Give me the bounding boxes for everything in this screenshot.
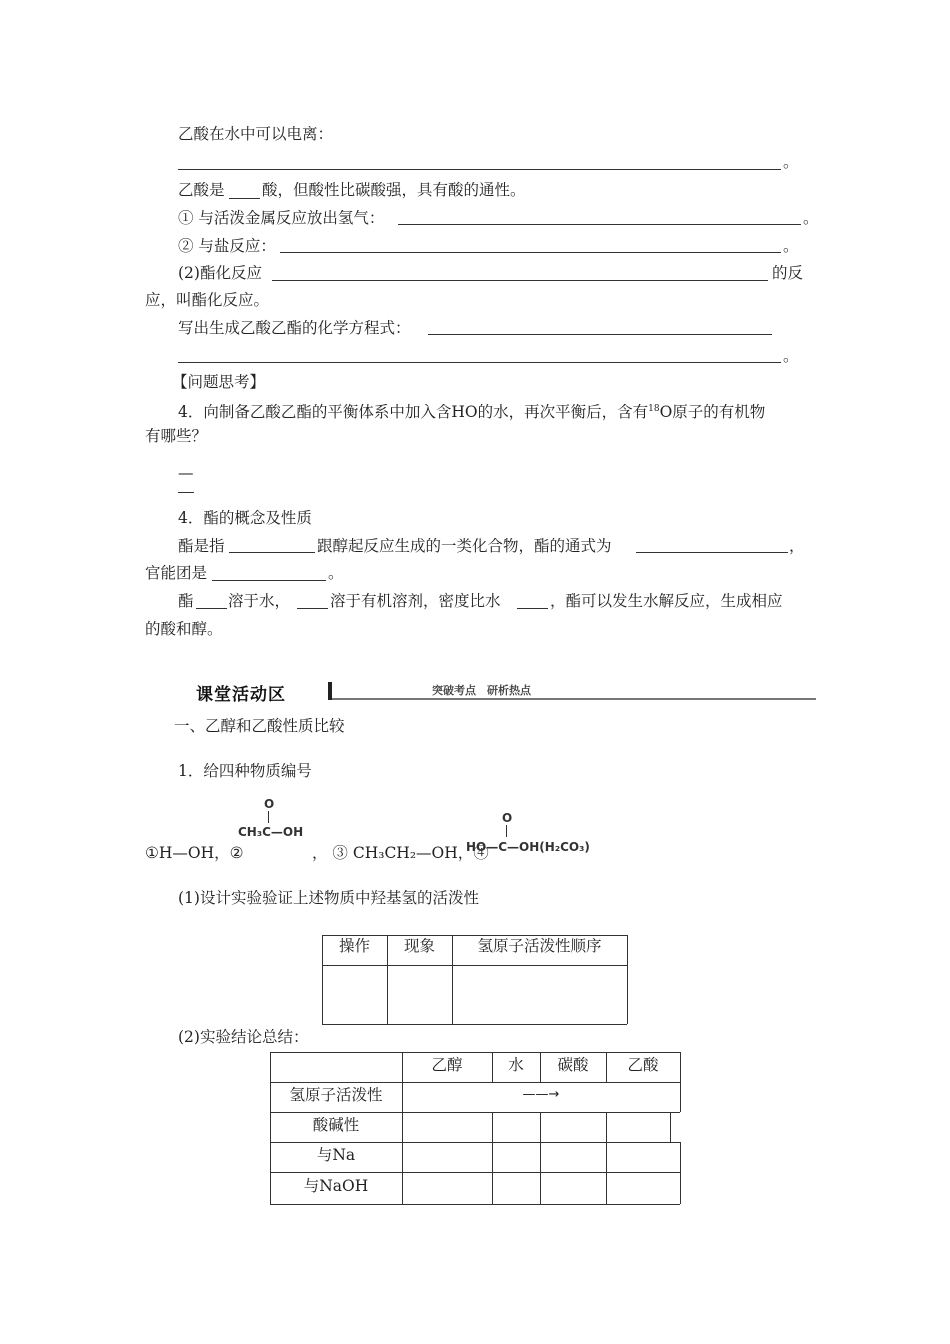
header-ethanol: 乙醇	[431, 1056, 463, 1074]
metal-text: ① 与活泼金属反应放出氢气：	[178, 209, 385, 227]
question-2: (2)实验结论总结：	[178, 1028, 309, 1046]
formula-2: CH₃C—OH	[238, 825, 304, 839]
question-4-cont: 有哪些？	[145, 427, 208, 445]
acid-prefix: 乙酸是	[178, 181, 225, 199]
section-4-title: 4．酯的概念及性质	[178, 509, 312, 527]
sol-blank-1[interactable]	[196, 608, 227, 609]
ester-prefix: (2)酯化反应	[178, 264, 262, 282]
formula-4-bond	[506, 825, 507, 837]
row-with-naoh: 与NaOH	[303, 1177, 369, 1195]
ester-def-a: 酯是指	[178, 537, 225, 555]
banner-rule	[332, 698, 816, 700]
question-1: (1)设计实验验证上述物质中羟基氢的活泼性	[178, 889, 479, 907]
answer-blank[interactable]	[178, 492, 194, 493]
func-blank[interactable]	[212, 580, 326, 581]
row-with-na: 与Na	[316, 1146, 356, 1164]
row-h-activity: 氢原子活泼性	[289, 1086, 383, 1104]
sol-blank-3[interactable]	[517, 608, 548, 609]
row-acidity: 酸碱性	[312, 1116, 360, 1134]
equation-blank-2[interactable]	[178, 362, 781, 363]
solubility-d: ，酯可以发生水解反应，生成相应	[550, 592, 783, 610]
header-phenomenon: 现象	[403, 937, 435, 955]
ester-suffix: 的反	[772, 264, 804, 282]
header-water: 水	[508, 1056, 524, 1074]
formula-1: ①H—OH，②	[145, 844, 244, 862]
formula-3: ， ③ CH₃CH₂—OH，④	[312, 844, 489, 862]
ionize-text: 乙酸在水中可以电离：	[178, 125, 334, 143]
solubility-c: 溶于有机溶剂，密度比水	[330, 592, 501, 610]
ester-def-blank-1[interactable]	[229, 552, 315, 553]
item-1: 1．给四种物质编号	[178, 762, 312, 780]
header-acetic-acid: 乙酸	[627, 1056, 659, 1074]
salt-text: ② 与盐反应：	[178, 237, 276, 255]
equation-text: 写出生成乙酸乙酯的化学方程式：	[178, 319, 411, 337]
formula-2-oxygen: O	[264, 797, 275, 811]
classroom-banner	[196, 680, 816, 705]
metal-end: 。	[803, 209, 819, 227]
question-4: 4．向制备乙酸乙酯的平衡体系中加入含HO的水，再次平衡后，含有$^{18}$O原子的有机物	[178, 403, 766, 422]
ester-continuation: 应，叫酯化反应。	[145, 291, 270, 309]
think-heading: 【问题思考】	[172, 373, 266, 391]
activity-arrow: ——→	[522, 1087, 560, 1102]
solubility-a: 酯	[178, 592, 194, 610]
answer-dash: —	[178, 464, 194, 482]
solubility-b: 溶于水，	[228, 592, 291, 610]
equation-end: 。	[783, 347, 799, 365]
salt-blank[interactable]	[280, 252, 781, 253]
equation-blank-1[interactable]	[428, 334, 772, 335]
func-end: 。	[328, 564, 344, 582]
ester-def-b: 跟醇起反应生成的一类化合物，酯的通式为	[317, 537, 612, 555]
ionize-blank[interactable]	[178, 169, 781, 170]
ester-blank[interactable]	[272, 280, 768, 281]
solubility-e: 的酸和醇。	[145, 620, 223, 638]
banner-title: 课堂活动区	[196, 685, 286, 705]
formula-2-bond	[268, 811, 269, 823]
acid-suffix: 酸，但酸性比碳酸强，具有酸的通性。	[262, 181, 526, 199]
acid-blank[interactable]	[229, 198, 260, 199]
ester-def-c: ，	[789, 537, 805, 555]
metal-blank[interactable]	[398, 224, 801, 225]
ionize-end: 。	[783, 153, 799, 171]
sol-blank-2[interactable]	[297, 608, 328, 609]
func-group: 官能团是	[145, 564, 208, 582]
section-one-title: 一、乙醇和乙酸性质比较	[174, 717, 345, 735]
ester-def-blank-2[interactable]	[636, 552, 788, 553]
header-operation: 操作	[338, 937, 370, 955]
formula-4: HO—C—OH(H₂CO₃)	[466, 840, 590, 854]
formula-4-oxygen: O	[502, 811, 513, 825]
header-carbonic-acid: 碳酸	[557, 1056, 589, 1074]
header-activity-order: 氢原子活泼性顺序	[477, 937, 602, 955]
banner-subtitle: 突破考点 研析热点	[432, 684, 531, 697]
salt-end: 。	[783, 237, 799, 255]
